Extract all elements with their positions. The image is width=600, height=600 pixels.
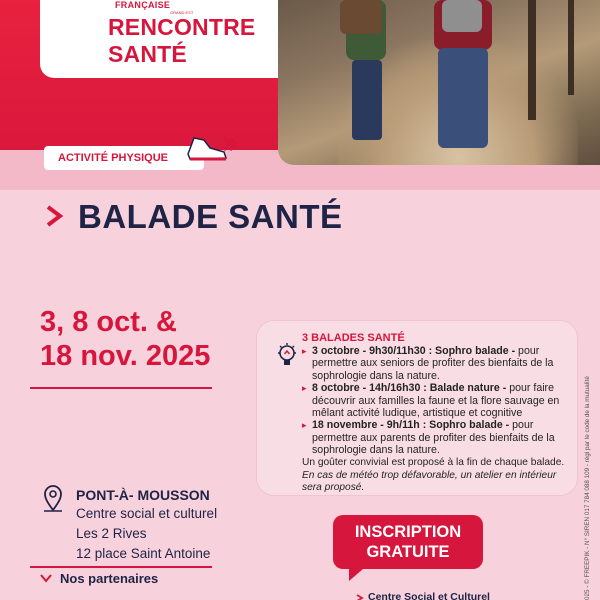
program-list	[302, 345, 570, 457]
inscription-line1: INSCRIPTION	[354, 523, 462, 541]
lightbulb-icon	[276, 342, 298, 370]
partners-label: Nos partenaires	[60, 571, 159, 586]
contact-label: Centre Social et Culturel	[368, 591, 490, 600]
inscription-badge	[333, 515, 483, 569]
running-shoe-icon	[180, 128, 240, 164]
photo-tree	[568, 0, 574, 95]
divider	[30, 387, 212, 389]
program-item: ▸ 18 novembre - 9h/11h : Sophro balade - pour permettre aux parents de profiter des bienfaits de la sophrologie dans la nature.	[302, 419, 570, 456]
location-line: 12 place Saint Antoine	[76, 546, 211, 561]
brand-card	[40, 0, 302, 78]
event-dates	[40, 305, 210, 373]
location-pin-icon	[42, 484, 64, 512]
chevron-down-icon	[40, 573, 52, 583]
dates-line1: 3, 8 oct. &	[40, 306, 177, 338]
location-line: Centre social et culturel	[76, 506, 218, 521]
dates-line2: 18 nov. 2025	[40, 340, 211, 372]
photo-tree	[528, 0, 536, 120]
program-note	[302, 457, 570, 495]
hikers-photo	[278, 0, 600, 165]
contact-row	[344, 589, 544, 600]
brand-title: RENCONTRE SANTÉ	[108, 14, 256, 67]
program-note-text: Un goûter convivial est proposé à la fin de chaque balade.	[302, 457, 565, 468]
page-title: BALADE SANTÉ	[78, 198, 343, 235]
location-city: PONT-À- MOUSSON	[76, 487, 210, 503]
chevron-right-icon	[356, 594, 364, 600]
program-item: ▸ 8 octobre - 14h/16h30 : Balade nature - pour faire découvrir aux familles la faune et la flore sauvage en mêlant activité ludique, artistique et cognitive	[302, 382, 570, 419]
program-heading: 3 BALADES SANTÉ	[302, 332, 405, 344]
divider	[30, 566, 212, 568]
program-note-italic: En cas de météo trop défavorable, un atelier en intérieur sera proposé.	[302, 469, 557, 494]
activity-label: ACTIVITÉ PHYSIQUE	[58, 152, 169, 164]
hiker-right	[428, 0, 498, 165]
brand-line2: GRAND EST	[170, 10, 194, 15]
location-line: Les 2 Rives	[76, 526, 147, 541]
brand-line1: FRANÇAISE	[115, 0, 171, 10]
vertical-credit: 025 - © FREEPIK - N° SIREN 017 784 088 109 - régi par le code de la mutualité	[584, 376, 591, 600]
chevron-right-icon	[44, 205, 68, 227]
program-item: ▸ 3 octobre - 9h30/11h30 : Sophro balade - pour permettre aux seniors de profiter des bienfaits de la sophrologie dans la nature.	[302, 345, 570, 382]
hiker-left	[338, 0, 398, 160]
inscription-line2: GRATUITE	[366, 543, 450, 561]
